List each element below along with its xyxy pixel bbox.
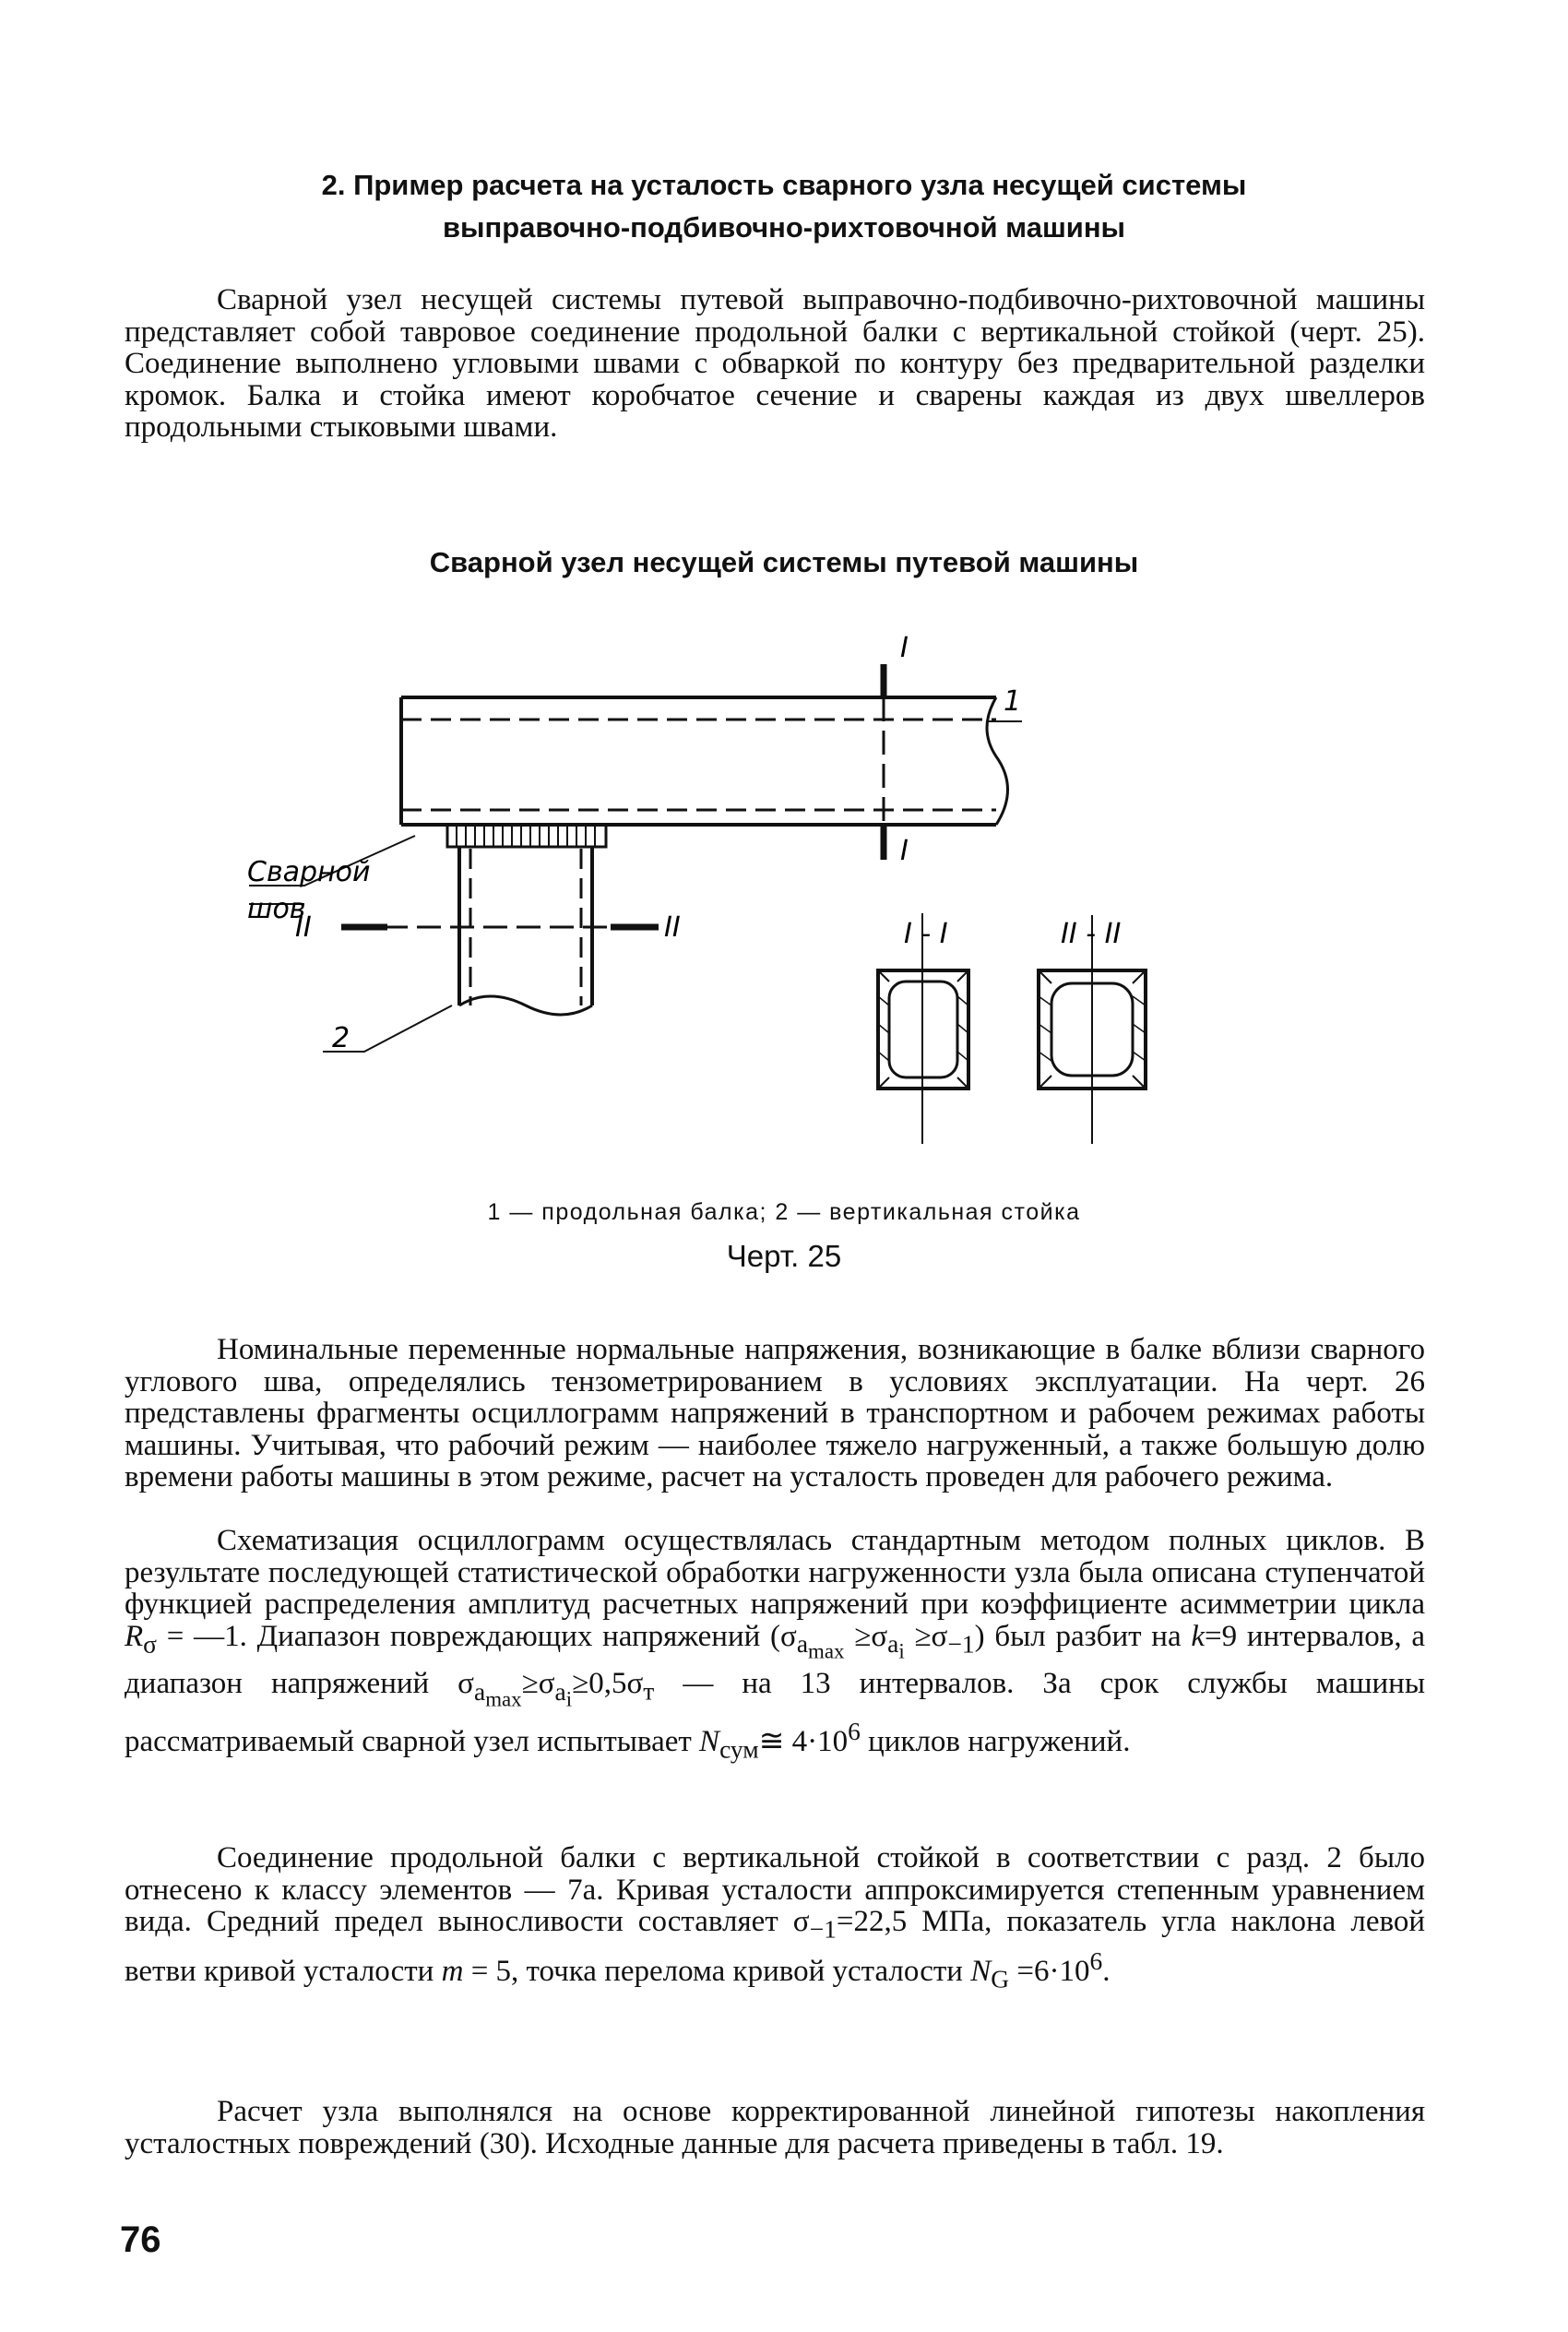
part-2-label: 2	[332, 1022, 350, 1054]
weld-label-line-2: шов	[247, 893, 306, 925]
section-I-label-top: I	[900, 632, 909, 664]
section-II-label-left: II	[295, 911, 312, 944]
section-heading	[240, 164, 1328, 249]
heading-line-1: 2. Пример расчета на усталость сварного узла несущей системы	[321, 169, 1247, 201]
figure-caption: 1 — продольная балка; 2 — вертикальная стойка	[487, 1199, 1081, 1225]
figure-title: Сварной узел несущей системы путевой машины	[429, 546, 1139, 578]
column-break-line	[459, 996, 592, 1015]
weld-joint-drawing	[247, 618, 1227, 1181]
section-II-II-title: II - II	[1061, 918, 1122, 950]
paragraph-stresses: Номинальные переменные нормальные напряжения, возникающие в балке вблизи сварного углового шва, определялись тензометрированием в условиях эксплуатации. На черт. 26 представлены фрагменты осциллограмм напряжений в транспортном и рабочем режимах работы машины. Учитывая, что рабочий режим — наиболее тяжело нагруженный, а также большую долю времени работы машины в этом режиме, расчет на усталость проведен для рабочего режима.	[125, 1333, 1425, 1493]
paragraph-calculation-basis: Расчет узла выполнялся на основе корректированной линейной гипотезы накопления усталостных повреждений (30). Исходные данные для расчета приведены в табл. 19.	[125, 2095, 1425, 2160]
part-1-label: 1	[1004, 685, 1022, 718]
section-I-label-bottom: I	[900, 835, 909, 867]
section-I-I-title: I - I	[904, 918, 948, 950]
page-number: 76	[120, 2219, 161, 2260]
weld-seam	[447, 825, 606, 847]
paragraph-schematization: Схематизация осциллограмм осуществлялась стандартным методом полных циклов. В результате последующей статистической обработки нагруженности узла была описана ступенчатой функцией распределения амплитуд расчетных напряжений при коэффициенте асимметрии цикла $R_\sigma$ = —1. Диапазон повреждающих напряжений $(\sigma_{a_{max}} \ge\sigma_{a_i} \ge\sigma_{-1})$ был разбит на k=9 интервалов, а диапазон напряжений $\sigma_{a_{max}}\ge\sigma_{a_i}\ge 0,5\sigma_т$ — на 13 интервалов. За срок службы машины рассматриваемый сварной узел испытывает $N_{сум}≅$ $4\cdot 10^6$ циклов нагружений.	[125, 1524, 1426, 1764]
section-II-label-right: II	[664, 911, 681, 944]
figure-number: Черт. 25	[726, 1239, 842, 1273]
paragraph-fatigue-class: Соединение продольной балки с вертикальной стойкой в соответствии с разд. 2 было отнесено к классу элементов — 7а. Кривая усталости аппроксимируется степенным уравнением вида. Средний предел выносливости составляет $\sigma_{-1}=22,5$ МПа, показатель угла наклона левой ветви кривой усталости m = 5, точка перелома кривой усталости $N_G =6\cdot 10^6$.	[125, 1841, 1425, 1993]
heading-line-2: выправочно-подбивочно-рихтовочной машины	[442, 211, 1126, 244]
intro-paragraph: Сварной узел несущей системы путевой выправочно-подбивочно-рихтовочной машины представляет собой тавровое соединение продольной балки с вертикальной стойкой (черт. 25). Соединение выполнено угловыми швами с обваркой по контуру без предварительной разделки кромок. Балка и стойка имеют коробчатое сечение и сварены каждая из двух швеллеров продольными стыковыми швами.	[125, 283, 1425, 444]
weld-label-line-1: Сварной	[247, 856, 371, 888]
